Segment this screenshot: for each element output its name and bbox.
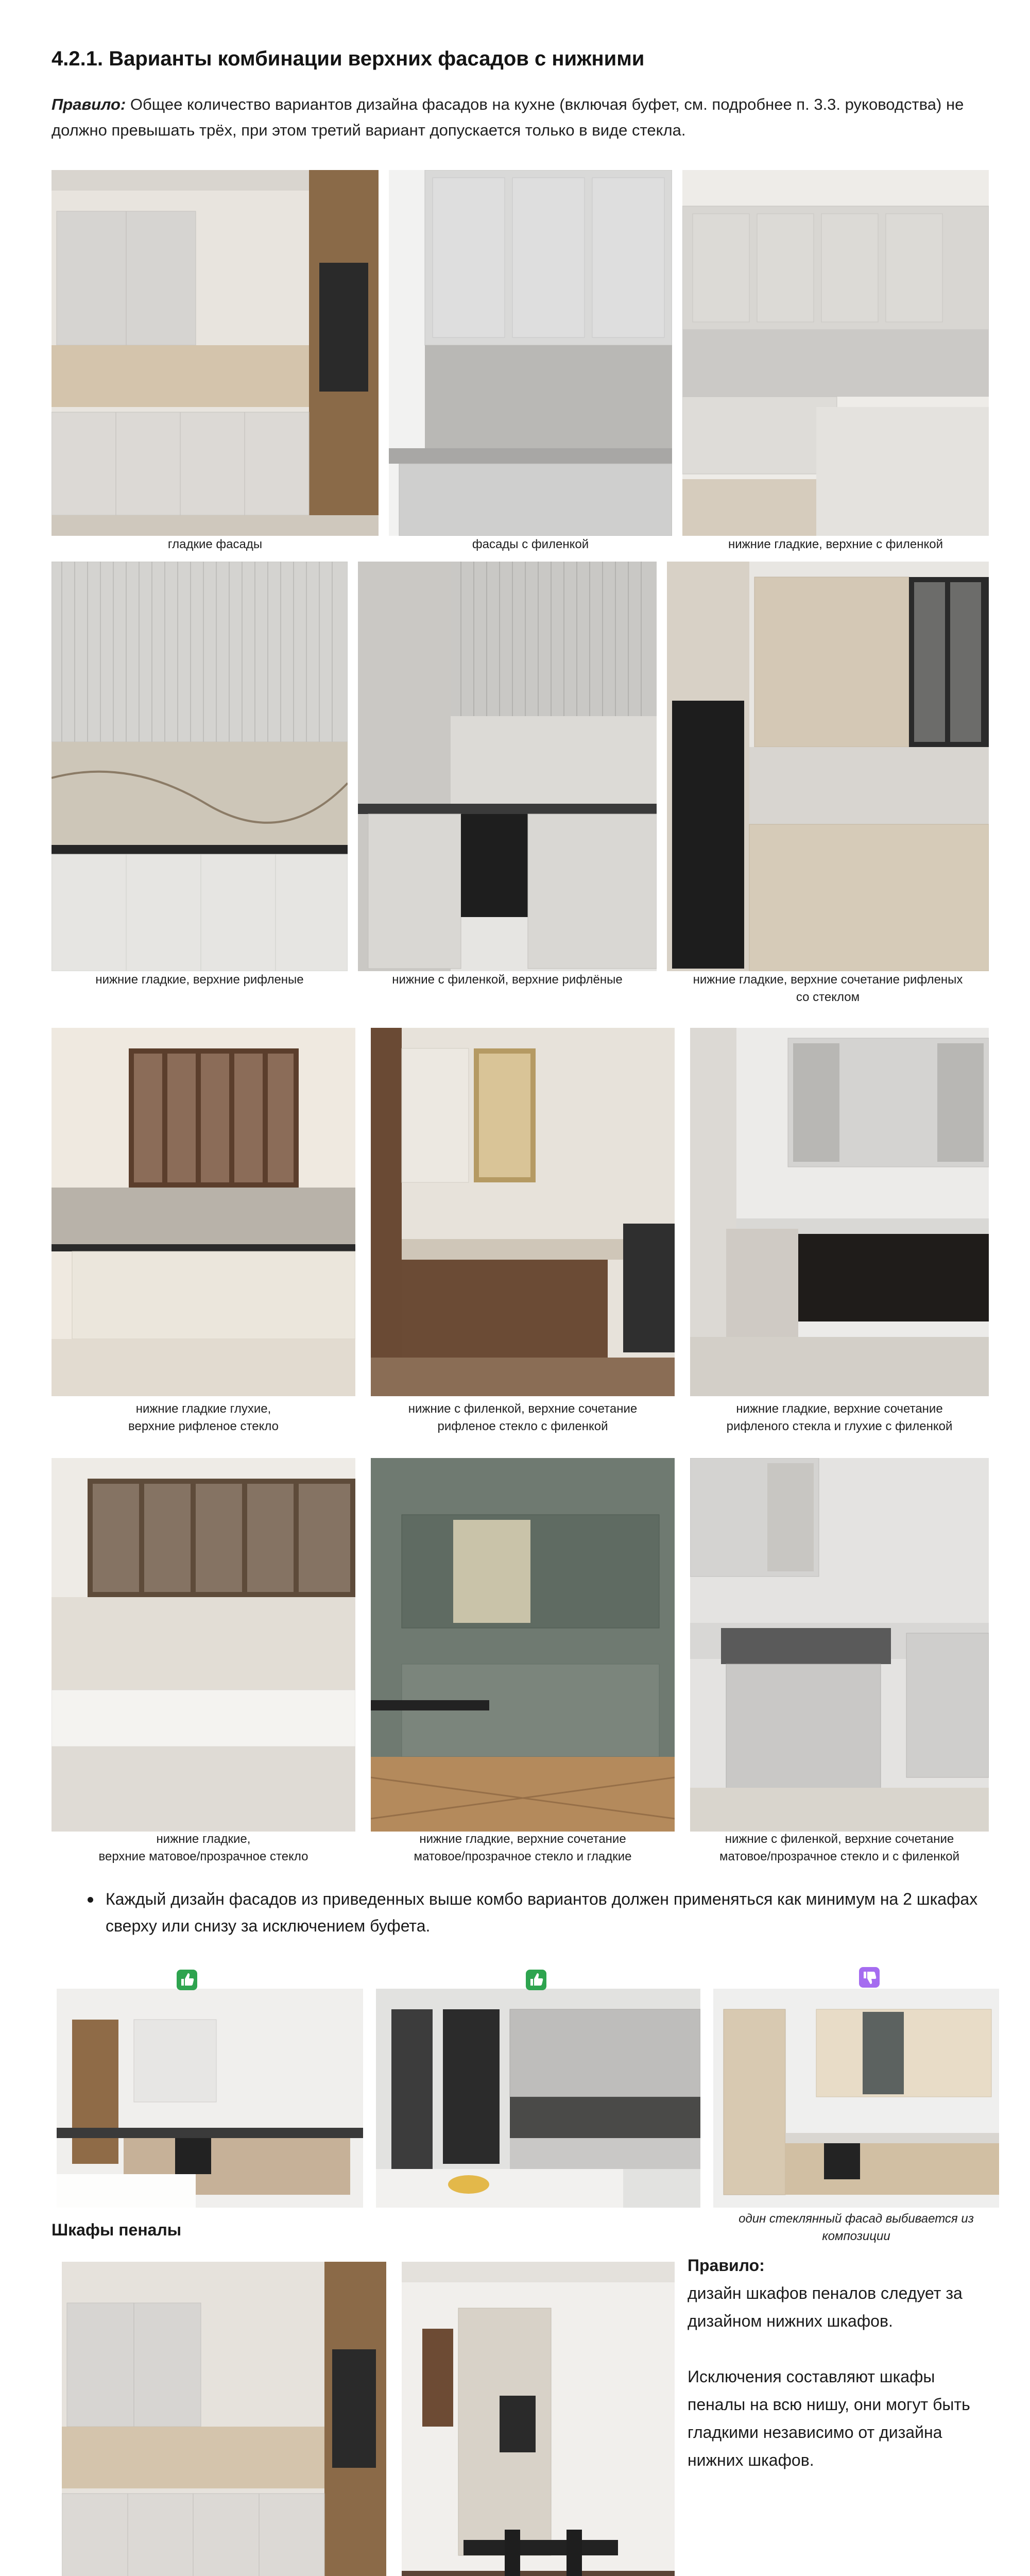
kitchen-photo-smooth-glass-panel: [690, 1028, 989, 1396]
kitchen-photo-fluted: [52, 562, 348, 971]
bullet-dot: [88, 1897, 93, 1903]
pencil-cabinet-photo-1: [62, 2262, 386, 2576]
section-heading: 4.2.1. Варианты комбинации верхних фасадов с нижними: [52, 47, 645, 70]
caption: нижние гладкие, верхние рифленые: [95, 973, 304, 987]
caption: фасады с филенкой: [472, 537, 589, 551]
kitchen-photo-fluted-glass: [52, 1028, 355, 1396]
pencil-rule-text-2: Исключения составляют шкафы пеналы на всю нишу, они могут быть гладкими независимо от дизайна нижних шкафов.: [688, 2367, 970, 2469]
kitchen-photo-smooth-fluted-glass: [667, 562, 989, 971]
rule-label: Правило:: [52, 95, 126, 113]
caption: нижние гладкие, верхние сочетание рифленых со стеклом: [693, 973, 963, 1004]
kitchen-photo-matte-glass-smooth: [371, 1458, 675, 1832]
caption: нижние гладкие, верхние сочетание рифленого стекла и глухие с филенкой: [726, 1402, 953, 1433]
kitchen-photo-smooth: [52, 170, 379, 536]
rule-paragraph: [52, 92, 968, 143]
kitchen-example-approved-1: [57, 1989, 363, 2208]
rule-text: Общее количество вариантов дизайна фасадов на кухне (включая буфет, см. подробнее п. 3.3. руководства) не должно превышать трёх, при этом третий вариант допускается только в виде стекла.: [52, 95, 964, 139]
kitchen-example-approved-2: [376, 1989, 700, 2208]
caption: нижние гладкие глухие, верхние рифленое стекло: [128, 1402, 279, 1433]
kitchen-example-rejected: [713, 1989, 999, 2208]
pencil-cabinet-photo-2: [402, 2262, 675, 2576]
kitchen-photo-matte-glass-panel: [690, 1458, 989, 1832]
thumbs-up-icon: [524, 1968, 548, 1992]
caption: нижние гладкие, верхние с филенкой: [728, 537, 943, 551]
bullet-text: Каждый дизайн фасадов из приведенных выше комбо вариантов должен применяться как минимум на 2 шкафах сверху или снизу за исключением буфета.: [106, 1890, 978, 1935]
pencil-rule: [688, 2251, 997, 2474]
thumbs-up-icon: [175, 1968, 199, 1992]
kitchen-photo-matte-glass: [52, 1458, 355, 1832]
pencil-rule-label: Правило:: [688, 2256, 765, 2275]
caption: гладкие фасады: [167, 537, 263, 551]
kitchen-photo-panel-fluted: [358, 562, 657, 971]
kitchen-photo-smooth-panel: [682, 170, 989, 536]
rejected-caption: один стеклянный фасад выбивается из композиции: [739, 2212, 974, 2243]
caption: нижние с филенкой, верхние сочетание матовое/прозрачное стекло и с филенкой: [719, 1832, 960, 1863]
caption: нижние гладкие, верхние матовое/прозрачное стекло: [98, 1832, 308, 1863]
kitchen-photo-panel-glass: [371, 1028, 675, 1396]
caption: нижние гладкие, верхние сочетание матовое/прозрачное стекло и гладкие: [414, 1832, 632, 1863]
caption: нижние с филенкой, верхние рифлёные: [392, 973, 623, 987]
thumbs-down-icon: [857, 1965, 881, 1989]
caption: нижние с филенкой, верхние сочетание рифленое стекло с филенкой: [408, 1402, 638, 1433]
pencil-rule-text-1: дизайн шкафов пеналов следует за дизайном нижних шкафов.: [688, 2284, 963, 2330]
kitchen-photo-panel: [389, 170, 672, 536]
pencil-cabinets-heading: Шкафы пеналы: [52, 2221, 182, 2239]
